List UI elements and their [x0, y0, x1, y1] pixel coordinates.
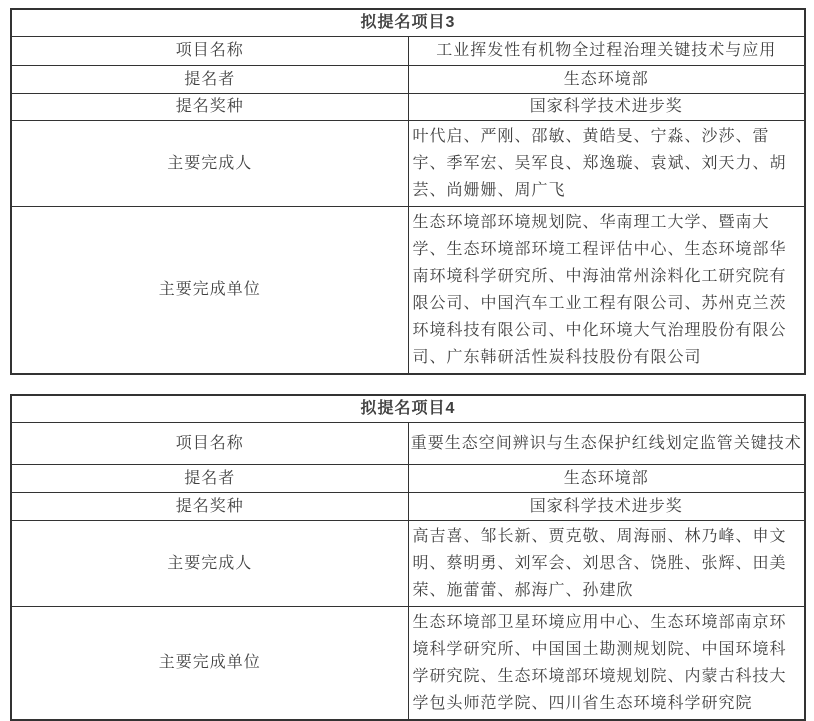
main-organizations-label: 主要完成单位: [11, 607, 408, 721]
main-organizations-value: 生态环境部卫星环境应用中心、生态环境部南京环境科学研究所、中国国土勘测规划院、中国环境科学研究院、生态环境部环境规划院、内蒙古科技大学包头师范学院、四川省生态环境科学研究院: [408, 607, 805, 721]
main-contributors-value: 高吉喜、邹长新、贾克敬、周海丽、林乃峰、申文明、蔡明勇、刘军会、刘思含、饶胜、张辉、田美荣、施蕾蕾、郝海广、孙建欣: [408, 521, 805, 607]
nomination-table-project-3: [10, 8, 806, 375]
main-contributors-label: 主要完成人: [11, 521, 408, 607]
award-type-value: 国家科学技术进步奖: [408, 94, 805, 121]
nomination-table-project-4: [10, 394, 806, 721]
nominator-value: 生态环境部: [408, 66, 805, 94]
table-title-project-4: 拟提名项目4: [11, 395, 805, 423]
nominator-value: 生态环境部: [408, 465, 805, 493]
table-title-project-3: 拟提名项目3: [11, 9, 805, 37]
project-name-value: 重要生态空间辨识与生态保护红线划定监管关键技术: [408, 423, 805, 465]
award-type-value: 国家科学技术进步奖: [408, 493, 805, 521]
project-name-value: 工业挥发性有机物全过程治理关键技术与应用: [408, 37, 805, 66]
main-contributors-label: 主要完成人: [11, 121, 408, 207]
award-type-label: 提名奖种: [11, 493, 408, 521]
project-name-label: 项目名称: [11, 37, 408, 66]
main-organizations-label: 主要完成单位: [11, 207, 408, 375]
main-organizations-value: 生态环境部环境规划院、华南理工大学、暨南大学、生态环境部环境工程评估中心、生态环境部华南环境科学研究所、中海油常州涂料化工研究院有限公司、中国汽车工业工程有限公司、苏州克兰茨环境科技有限公司、中化环境大气治理股份有限公司、广东韩研活性炭科技股份有限公司: [408, 207, 805, 375]
award-type-label: 提名奖种: [11, 94, 408, 121]
nominator-label: 提名者: [11, 465, 408, 493]
main-contributors-value: 叶代启、严刚、邵敏、黄皓旻、宁淼、沙莎、雷宇、季军宏、吴军良、郑逸璇、袁斌、刘天力、胡芸、尚姗姗、周广飞: [408, 121, 805, 207]
project-name-label: 项目名称: [11, 423, 408, 465]
nominator-label: 提名者: [11, 66, 408, 94]
